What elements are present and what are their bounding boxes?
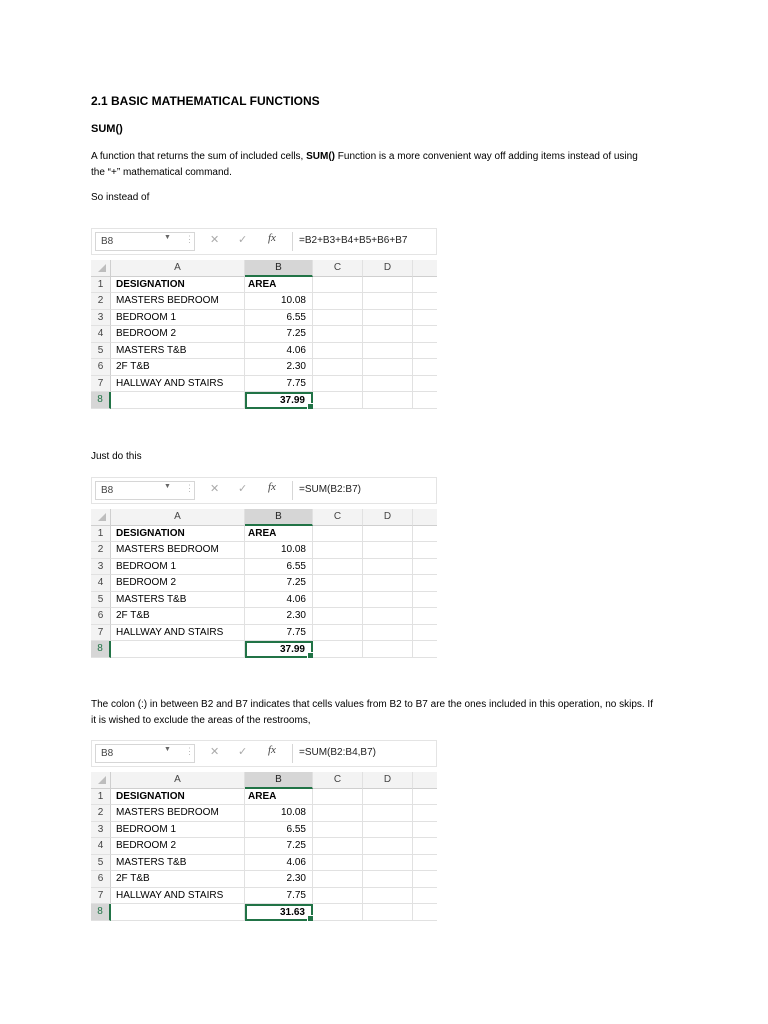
table-row	[91, 789, 437, 806]
row-header[interactable]: 7	[91, 625, 111, 642]
cell-a[interactable]: 2F T&B	[111, 608, 245, 625]
cell-b[interactable]: 10.08	[245, 805, 313, 822]
cell-e[interactable]	[413, 293, 437, 310]
row-header[interactable]: 3	[91, 822, 111, 839]
cell-c[interactable]	[313, 855, 363, 872]
cell-c[interactable]	[313, 641, 363, 658]
cell-d[interactable]	[363, 805, 413, 822]
cell-b[interactable]: 6.55	[245, 559, 313, 576]
dropdown-arrow-icon[interactable]: ▼	[164, 746, 171, 753]
table-row	[91, 592, 437, 609]
cell-e[interactable]	[413, 526, 437, 543]
excel-screenshot-3	[91, 740, 437, 921]
row-header[interactable]: 7	[91, 888, 111, 905]
cell-e[interactable]	[413, 542, 437, 559]
cell-d[interactable]	[363, 293, 413, 310]
paragraph-intro	[91, 149, 691, 181]
column-header-b[interactable]: B	[245, 260, 313, 277]
table-row	[91, 838, 437, 855]
cell-b[interactable]: 6.55	[245, 310, 313, 327]
cell-b[interactable]: 10.08	[245, 293, 313, 310]
select-all-corner[interactable]	[91, 260, 111, 277]
cell-b-total[interactable]: 37.99	[245, 641, 313, 658]
cell-e[interactable]	[413, 625, 437, 642]
cell-e[interactable]	[413, 789, 437, 806]
row-header[interactable]: 3	[91, 310, 111, 327]
cell-a[interactable]: DESIGNATION	[111, 277, 245, 294]
cell-c[interactable]	[313, 359, 363, 376]
cell-e[interactable]	[413, 575, 437, 592]
worksheet-grid	[91, 772, 437, 921]
paragraph-intro-text: A function that returns the sum of included cells,	[91, 151, 307, 162]
separator-icon: ⋮	[185, 746, 194, 756]
row-header[interactable]: 4	[91, 326, 111, 343]
row-header[interactable]: 5	[91, 855, 111, 872]
cell-c[interactable]	[313, 625, 363, 642]
x-icon[interactable]: ✕	[210, 483, 220, 495]
cell-e[interactable]	[413, 855, 437, 872]
column-header-c[interactable]: C	[313, 260, 363, 277]
cell-b[interactable]: AREA	[245, 789, 313, 806]
column-header-d[interactable]: D	[363, 260, 413, 277]
cell-d[interactable]	[363, 838, 413, 855]
cell-d[interactable]	[363, 855, 413, 872]
cell-b[interactable]: 7.25	[245, 575, 313, 592]
cell-d[interactable]	[363, 392, 413, 409]
table-row	[91, 855, 437, 872]
x-icon[interactable]: ✕	[210, 234, 220, 246]
name-box[interactable]: B8	[95, 481, 195, 500]
cell-d[interactable]	[363, 871, 413, 888]
cell-d[interactable]	[363, 575, 413, 592]
cell-b[interactable]: 2.30	[245, 359, 313, 376]
table-row	[91, 871, 437, 888]
column-header-a[interactable]: A	[111, 509, 245, 526]
cell-d[interactable]	[363, 822, 413, 839]
row-header[interactable]: 5	[91, 592, 111, 609]
cell-a[interactable]: MASTERS T&B	[111, 855, 245, 872]
column-header-c[interactable]: C	[313, 509, 363, 526]
cell-c[interactable]	[313, 871, 363, 888]
cell-a[interactable]	[111, 904, 245, 921]
cell-e[interactable]	[413, 641, 437, 658]
cell-d[interactable]	[363, 526, 413, 543]
row-header[interactable]: 8	[91, 392, 111, 409]
cell-c[interactable]	[313, 293, 363, 310]
x-icon[interactable]: ✕	[210, 746, 220, 758]
row-header[interactable]: 5	[91, 343, 111, 360]
table-row	[91, 359, 437, 376]
row-header[interactable]: 6	[91, 871, 111, 888]
column-header-b[interactable]: B	[245, 509, 313, 526]
cell-c[interactable]	[313, 805, 363, 822]
table-row	[91, 625, 437, 642]
cell-b[interactable]: 4.06	[245, 592, 313, 609]
cell-a[interactable]: HALLWAY AND STAIRS	[111, 625, 245, 642]
column-header-e[interactable]	[413, 772, 437, 789]
worksheet-grid	[91, 260, 437, 409]
cell-d[interactable]	[363, 359, 413, 376]
cell-a[interactable]: HALLWAY AND STAIRS	[111, 376, 245, 393]
cell-d[interactable]	[363, 904, 413, 921]
cell-c[interactable]	[313, 904, 363, 921]
cell-c[interactable]	[313, 822, 363, 839]
cell-b-total[interactable]: 31.63	[245, 904, 313, 921]
cell-a[interactable]: 2F T&B	[111, 871, 245, 888]
cell-a[interactable]: MASTERS T&B	[111, 592, 245, 609]
table-row	[91, 310, 437, 327]
check-icon[interactable]: ✓	[238, 746, 248, 758]
column-header-row	[91, 260, 437, 277]
cell-c[interactable]	[313, 326, 363, 343]
cell-e[interactable]	[413, 871, 437, 888]
row-header[interactable]: 1	[91, 526, 111, 543]
row-header[interactable]: 4	[91, 838, 111, 855]
cell-a[interactable]: MASTERS BEDROOM	[111, 293, 245, 310]
cell-c[interactable]	[313, 559, 363, 576]
column-header-e[interactable]	[413, 260, 437, 277]
cell-b[interactable]: 4.06	[245, 343, 313, 360]
formula-input[interactable]: =B2+B3+B4+B5+B6+B7	[292, 232, 436, 251]
column-header-row	[91, 509, 437, 526]
cell-d[interactable]	[363, 277, 413, 294]
cell-d[interactable]	[363, 789, 413, 806]
column-header-e[interactable]	[413, 509, 437, 526]
cell-a[interactable]	[111, 392, 245, 409]
table-row	[91, 526, 437, 543]
table-row	[91, 822, 437, 839]
formula-input[interactable]: =SUM(B2:B7)	[292, 481, 436, 500]
dropdown-arrow-icon[interactable]: ▼	[164, 234, 171, 241]
row-header[interactable]: 8	[91, 641, 111, 658]
cell-b[interactable]: AREA	[245, 277, 313, 294]
cell-d[interactable]	[363, 888, 413, 905]
cell-c[interactable]	[313, 376, 363, 393]
cell-a[interactable]: BEDROOM 1	[111, 310, 245, 327]
cell-b-total[interactable]: 37.99	[245, 392, 313, 409]
formula-bar	[91, 477, 437, 504]
cell-e[interactable]	[413, 805, 437, 822]
separator-icon: ⋮	[185, 234, 194, 244]
row-header[interactable]: 2	[91, 542, 111, 559]
cell-a[interactable]: BEDROOM 1	[111, 822, 245, 839]
cell-e[interactable]	[413, 392, 437, 409]
table-row	[91, 888, 437, 905]
table-row	[91, 376, 437, 393]
cell-a[interactable]: MASTERS T&B	[111, 343, 245, 360]
row-header[interactable]: 3	[91, 559, 111, 576]
fx-icon[interactable]: fx	[268, 744, 276, 756]
excel-screenshot-1	[91, 228, 437, 409]
cell-d[interactable]	[363, 625, 413, 642]
name-box[interactable]: B8	[95, 744, 195, 763]
section-heading: 2.1 BASIC MATHEMATICAL FUNCTIONS	[91, 94, 320, 108]
cell-c[interactable]	[313, 608, 363, 625]
cell-d[interactable]	[363, 542, 413, 559]
paragraph-so-instead: So instead of	[91, 192, 150, 203]
cell-e[interactable]	[413, 359, 437, 376]
table-row	[91, 542, 437, 559]
cell-b[interactable]: AREA	[245, 526, 313, 543]
cell-a[interactable]: BEDROOM 2	[111, 326, 245, 343]
check-icon[interactable]: ✓	[238, 234, 248, 246]
row-header[interactable]: 6	[91, 608, 111, 625]
cell-e[interactable]	[413, 343, 437, 360]
column-header-c[interactable]: C	[313, 772, 363, 789]
cell-c[interactable]	[313, 838, 363, 855]
cell-c[interactable]	[313, 526, 363, 543]
cell-a[interactable]: 2F T&B	[111, 359, 245, 376]
paragraph-intro-text-2: Function is a more convenient way off adding items instead of using	[335, 151, 638, 162]
paragraph-intro-line2: the “+” mathematical command.	[91, 167, 232, 178]
cell-e[interactable]	[413, 838, 437, 855]
table-row	[91, 559, 437, 576]
table-row	[91, 392, 437, 409]
table-row	[91, 293, 437, 310]
cell-b[interactable]: 7.75	[245, 376, 313, 393]
paragraph-colon	[91, 697, 711, 729]
name-box[interactable]: B8	[95, 232, 195, 251]
excel-screenshot-2	[91, 477, 437, 658]
column-header-a[interactable]: A	[111, 260, 245, 277]
fx-icon[interactable]: fx	[268, 481, 276, 493]
cell-a[interactable]: BEDROOM 2	[111, 575, 245, 592]
cell-e[interactable]	[413, 822, 437, 839]
dropdown-arrow-icon[interactable]: ▼	[164, 483, 171, 490]
cell-b[interactable]: 7.75	[245, 625, 313, 642]
cell-c[interactable]	[313, 789, 363, 806]
cell-e[interactable]	[413, 608, 437, 625]
cell-a[interactable]: DESIGNATION	[111, 526, 245, 543]
cell-c[interactable]	[313, 310, 363, 327]
cell-b[interactable]: 4.06	[245, 855, 313, 872]
paragraph-just-do-this: Just do this	[91, 451, 142, 462]
check-icon[interactable]: ✓	[238, 483, 248, 495]
row-header[interactable]: 1	[91, 277, 111, 294]
paragraph-colon-line2: it is wished to exclude the areas of the restrooms,	[91, 715, 311, 726]
cell-b[interactable]: 7.75	[245, 888, 313, 905]
cell-b[interactable]: 7.25	[245, 838, 313, 855]
cell-c[interactable]	[313, 343, 363, 360]
row-header[interactable]: 6	[91, 359, 111, 376]
formula-input[interactable]: =SUM(B2:B4,B7)	[292, 744, 436, 763]
cell-e[interactable]	[413, 376, 437, 393]
column-header-row	[91, 772, 437, 789]
cell-c[interactable]	[313, 575, 363, 592]
cell-e[interactable]	[413, 277, 437, 294]
table-row	[91, 805, 437, 822]
column-header-b[interactable]: B	[245, 772, 313, 789]
cell-d[interactable]	[363, 376, 413, 393]
row-header[interactable]: 2	[91, 805, 111, 822]
cell-c[interactable]	[313, 592, 363, 609]
cell-e[interactable]	[413, 310, 437, 327]
table-row	[91, 326, 437, 343]
table-row	[91, 343, 437, 360]
row-header[interactable]: 7	[91, 376, 111, 393]
separator-icon: ⋮	[185, 483, 194, 493]
formula-bar	[91, 740, 437, 767]
cell-a[interactable]: HALLWAY AND STAIRS	[111, 888, 245, 905]
cell-a[interactable]: BEDROOM 2	[111, 838, 245, 855]
cell-c[interactable]	[313, 277, 363, 294]
table-row	[91, 277, 437, 294]
cell-d[interactable]	[363, 608, 413, 625]
subheading: SUM()	[91, 123, 123, 135]
cell-c[interactable]	[313, 392, 363, 409]
cell-a[interactable]: MASTERS BEDROOM	[111, 805, 245, 822]
table-row	[91, 575, 437, 592]
row-header[interactable]: 2	[91, 293, 111, 310]
table-row	[91, 904, 437, 921]
column-header-d[interactable]: D	[363, 509, 413, 526]
cell-b[interactable]: 6.55	[245, 822, 313, 839]
cell-d[interactable]	[363, 641, 413, 658]
cell-e[interactable]	[413, 888, 437, 905]
paragraph-colon-line1: The colon (:) in between B2 and B7 indicates that cells values from B2 to B7 are the ones included in this operation, no skips. If	[91, 699, 653, 710]
cell-b[interactable]: 10.08	[245, 542, 313, 559]
cell-d[interactable]	[363, 326, 413, 343]
cell-a[interactable]: DESIGNATION	[111, 789, 245, 806]
paragraph-intro-bold: SUM()	[306, 151, 336, 162]
cell-d[interactable]	[363, 343, 413, 360]
cell-a[interactable]: MASTERS BEDROOM	[111, 542, 245, 559]
cell-e[interactable]	[413, 592, 437, 609]
cell-b[interactable]: 2.30	[245, 871, 313, 888]
cell-c[interactable]	[313, 888, 363, 905]
worksheet-grid	[91, 509, 437, 658]
row-header[interactable]: 4	[91, 575, 111, 592]
cell-c[interactable]	[313, 542, 363, 559]
cell-a[interactable]: BEDROOM 1	[111, 559, 245, 576]
cell-d[interactable]	[363, 592, 413, 609]
fx-icon[interactable]: fx	[268, 232, 276, 244]
row-header[interactable]: 1	[91, 789, 111, 806]
cell-d[interactable]	[363, 310, 413, 327]
cell-e[interactable]	[413, 559, 437, 576]
cell-b[interactable]: 2.30	[245, 608, 313, 625]
cell-e[interactable]	[413, 326, 437, 343]
cell-b[interactable]: 7.25	[245, 326, 313, 343]
cell-a[interactable]	[111, 641, 245, 658]
column-header-a[interactable]: A	[111, 772, 245, 789]
table-row	[91, 608, 437, 625]
formula-bar	[91, 228, 437, 255]
cell-e[interactable]	[413, 904, 437, 921]
select-all-corner[interactable]	[91, 772, 111, 789]
select-all-corner[interactable]	[91, 509, 111, 526]
table-row	[91, 641, 437, 658]
column-header-d[interactable]: D	[363, 772, 413, 789]
cell-d[interactable]	[363, 559, 413, 576]
row-header[interactable]: 8	[91, 904, 111, 921]
